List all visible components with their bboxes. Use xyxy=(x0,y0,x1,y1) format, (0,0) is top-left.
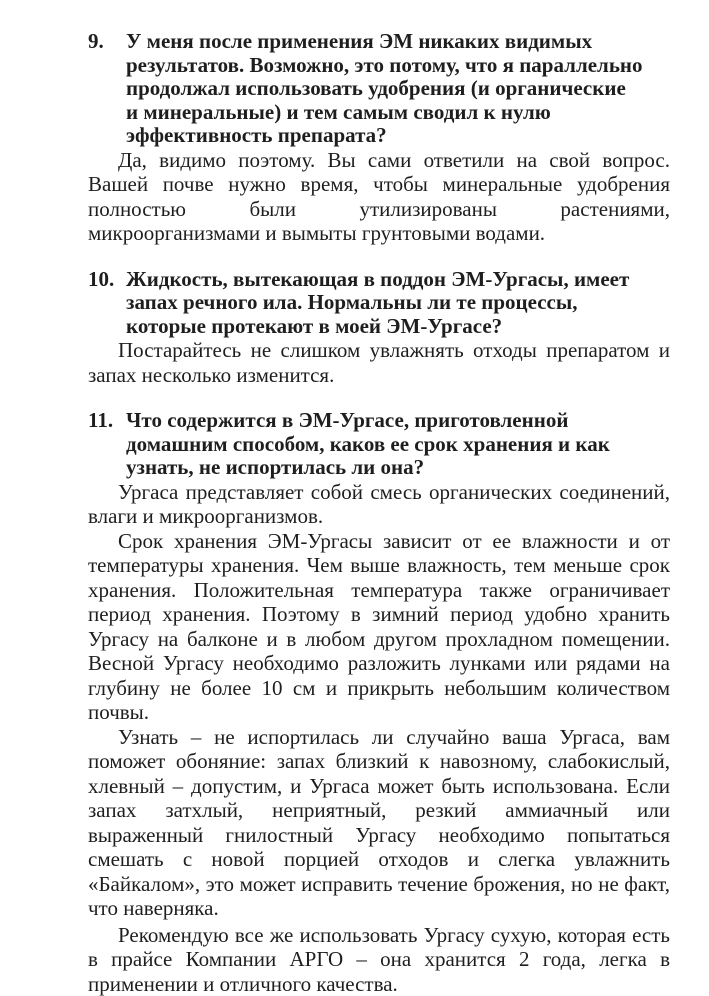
question-line: Что содержится в ЭМ-Ургасе, приготовленной xyxy=(126,409,670,433)
section-gap xyxy=(88,246,670,268)
question-line: узнать, не испортилась ли она? xyxy=(126,456,670,480)
question-text xyxy=(126,409,670,480)
question-text xyxy=(126,268,670,339)
question-line: результатов. Возможно, это потому, что я параллельно xyxy=(126,54,670,78)
question-number: 11. xyxy=(88,409,126,480)
question-number: 9. xyxy=(88,30,126,148)
answer-paragraph: Да, видимо поэтому. Вы сами ответили на свой вопрос. Вашей почве нужно время, чтобы минеральные удобрения полностью были утилизированы растениями, микроорганизмами и вымыты грунтовыми водами. xyxy=(88,148,670,246)
section-gap xyxy=(88,387,670,409)
question-10 xyxy=(88,268,670,339)
question-number: 10. xyxy=(88,268,126,339)
question-line: и минеральные) и тем самым сводил к нулю xyxy=(126,101,670,125)
question-line: запах речного ила. Нормальны ли те процессы, xyxy=(126,291,670,315)
question-line: У меня после применения ЭМ никаких видимых xyxy=(126,30,670,54)
question-11 xyxy=(88,409,670,480)
question-line: продолжал использовать удобрения (и органические xyxy=(126,77,670,101)
answer-paragraph: Постарайтесь не слишком увлажнять отходы препаратом и запах несколько изменится. xyxy=(88,338,670,387)
question-line: домашним способом, каков ее срок хранения и как xyxy=(126,433,670,457)
document-page xyxy=(88,30,670,996)
answer-paragraph: Узнать – не испортилась ли случайно ваша Ургаса, вам поможет обоняние: запах близкий к навозному, слабокислый, хлевный – допустим, и Ургаса может быть использована. Если запах затхлый, неприятный, резкий аммиачный или выраженный гнилостный Ургасу необходимо попытаться смешать с новой порцией отходов и слегка увлажнить «Байкалом», это может исправить течение брожения, но не факт, что наверняка. xyxy=(88,725,670,921)
answer-paragraph: Ургаса представляет собой смесь органических соединений, влаги и микроорганизмов. xyxy=(88,480,670,529)
question-line: Жидкость, вытекающая в поддон ЭМ-Ургасы, имеет xyxy=(126,268,670,292)
closing-paragraph: Рекомендую все же использовать Ургасу сухую, которая есть в прайсе Компании АРГО – она хранится 2 года, легка в применении и отличного качества. xyxy=(88,923,670,996)
answer-paragraph: Срок хранения ЭМ-Ургасы зависит от ее влажности и от температуры хранения. Чем выше влажность, тем меньше срок хранения. Положительная температура также ограничивает период хранения. Поэтому в зимний период удобно хранить Ургасу на балконе и в любом другом прохладном помещении. Весной Ургасу необходимо разложить лунками или рядами на глубину не более 10 см и прикрыть небольшим количеством почвы. xyxy=(88,529,670,725)
question-line: эффективность препарата? xyxy=(126,124,670,148)
question-line: которые протекают в моей ЭМ-Ургасе? xyxy=(126,315,670,339)
question-text xyxy=(126,30,670,148)
question-9 xyxy=(88,30,670,148)
